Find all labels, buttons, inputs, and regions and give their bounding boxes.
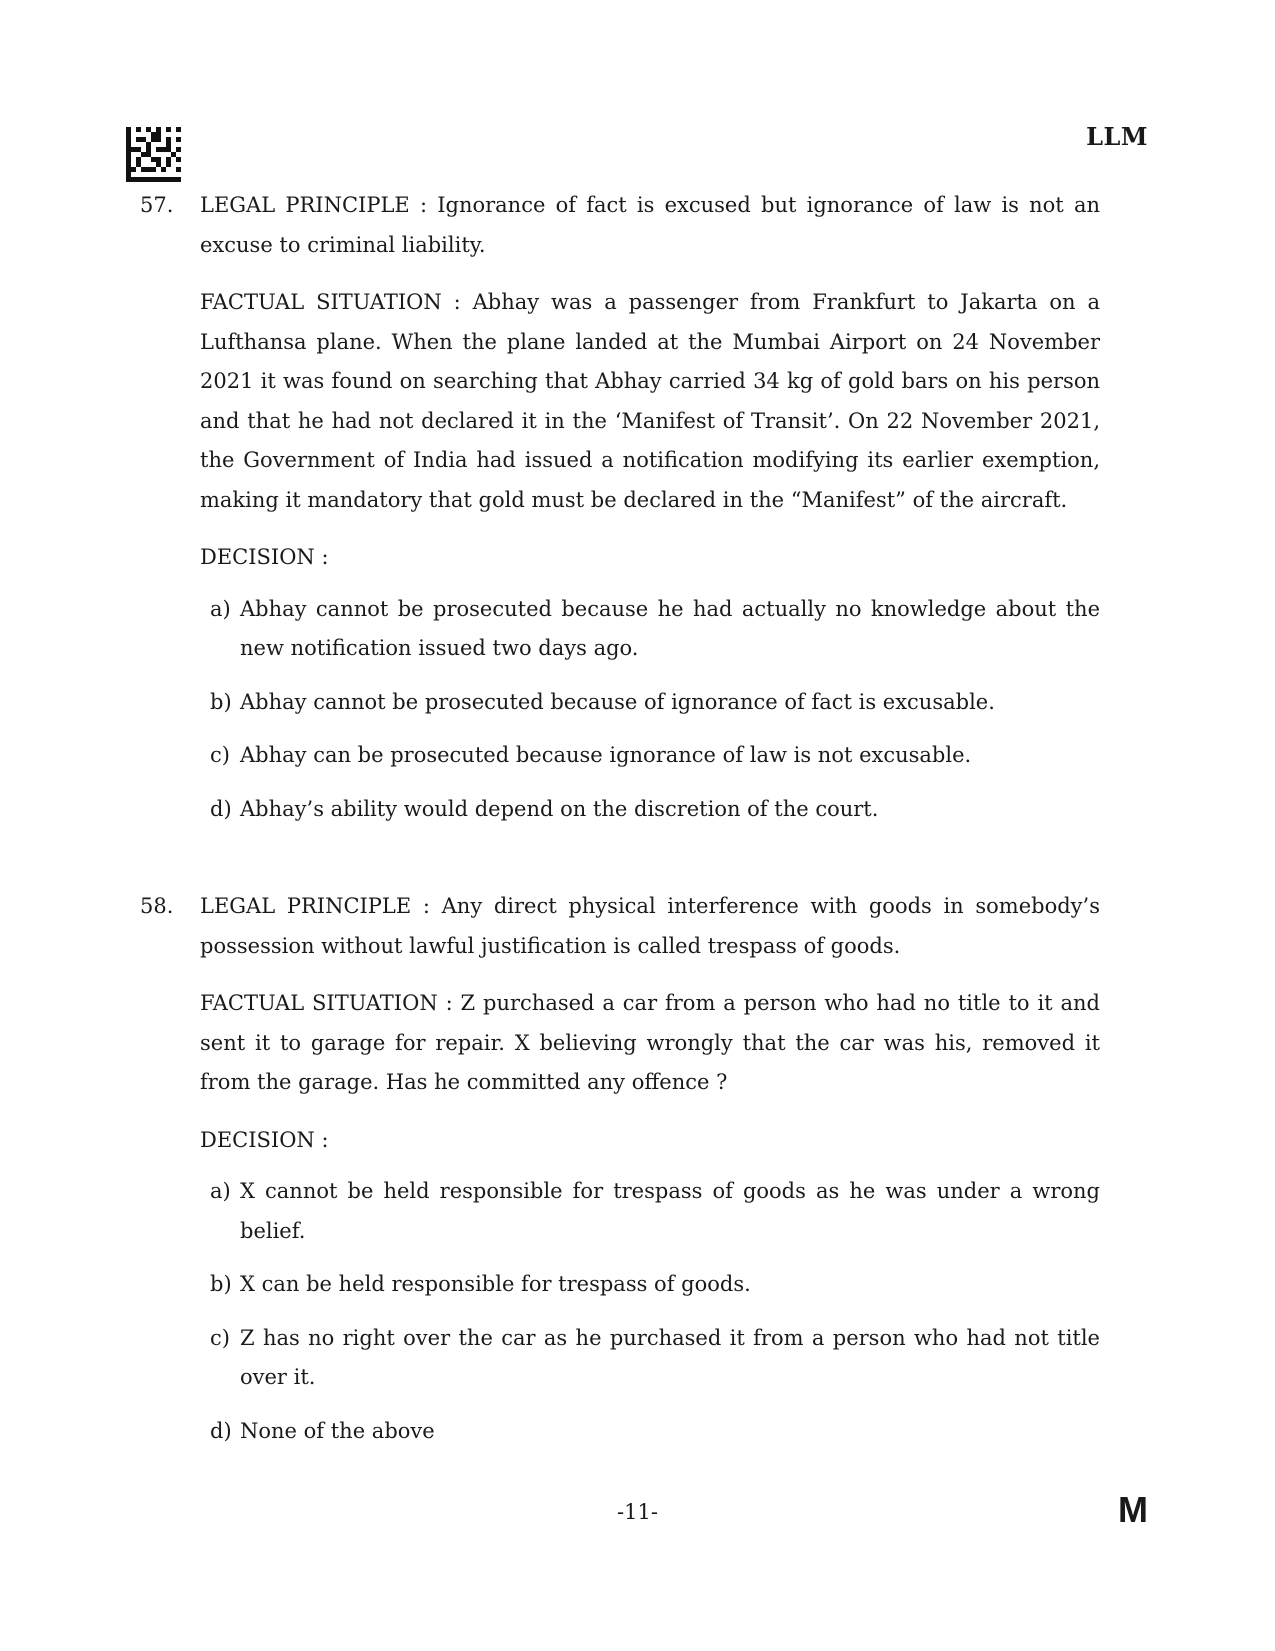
factual-situation: FACTUAL SITUATION : Z purchased a car from a person who had no title to it and sent it to garage for repair. X believing wrongly that the car was his, removed it from the garage. Has he committed any offence ?: [200, 991, 1100, 1094]
option-text: X cannot be held responsible for trespass of goods as he was under a wrong belief.: [240, 1179, 1100, 1243]
option-text: Z has no right over the car as he purchased it from a person who had not title over it.: [240, 1325, 1100, 1389]
page-number: -11-: [617, 1500, 658, 1524]
option-text: X can be held responsible for trespass of goods.: [240, 1272, 751, 1296]
option-letter: b): [210, 1272, 232, 1296]
question-58: [140, 887, 1100, 1465]
legal-principle: LEGAL PRINCIPLE : Ignorance of fact is excused but ignorance of law is not an excuse to criminal liability.: [200, 193, 1100, 257]
option-b: [210, 1265, 1100, 1305]
option-letter: d): [210, 1418, 232, 1443]
option-text: Abhay’s ability would depend on the discretion of the court.: [240, 796, 879, 821]
option-letter: c): [210, 743, 230, 767]
option-letter: a): [210, 1179, 231, 1203]
question-number: 57.: [140, 193, 174, 217]
option-text: Abhay cannot be prosecuted because of ignorance of fact is excusable.: [240, 689, 995, 714]
question-57: [140, 186, 1100, 843]
factual-situation: FACTUAL SITUATION : Abhay was a passenger from Frankfurt to Jakarta on a Lufthansa plane. When the plane landed at the Mumbai Airport on 24 November 2021 it was found on searching that Abhay carried 34 kg of gold bars on his person and that he had not declared it in the ‘Manifest of Transit’. On 22 November 2021, the Government of India had issued a notification modifying its earlier exemption, making it mandatory that gold must be declared in the “Manifest” of the aircraft.: [200, 290, 1100, 512]
option-letter: d): [210, 796, 232, 821]
option-text: Abhay cannot be prosecuted because he had actually no knowledge about the new notification issued two days ago.: [240, 596, 1100, 660]
legal-principle: LEGAL PRINCIPLE : Any direct physical interference with goods in somebody’s possession without lawful justification is called trespass of goods.: [200, 894, 1100, 958]
series-code-footer: M: [1118, 1489, 1148, 1530]
option-b: [210, 683, 1100, 723]
exam-code-header: LLM: [1086, 122, 1148, 151]
option-letter: b): [210, 689, 232, 714]
option-d: [210, 790, 1100, 830]
option-c: [210, 1319, 1100, 1398]
option-a: [210, 590, 1100, 669]
option-letter: c): [210, 1325, 230, 1350]
option-d: [210, 1412, 1100, 1452]
decision-label: DECISION :: [200, 1127, 329, 1152]
option-text: Abhay can be prosecuted because ignorance of law is not excusable.: [240, 743, 972, 767]
option-c: [210, 736, 1100, 776]
option-letter: a): [210, 596, 231, 621]
decision-label: DECISION :: [200, 545, 329, 569]
question-number: 58.: [140, 894, 174, 918]
option-a: [210, 1172, 1100, 1251]
qr-code-icon: [126, 127, 181, 182]
option-text: None of the above: [240, 1418, 435, 1443]
